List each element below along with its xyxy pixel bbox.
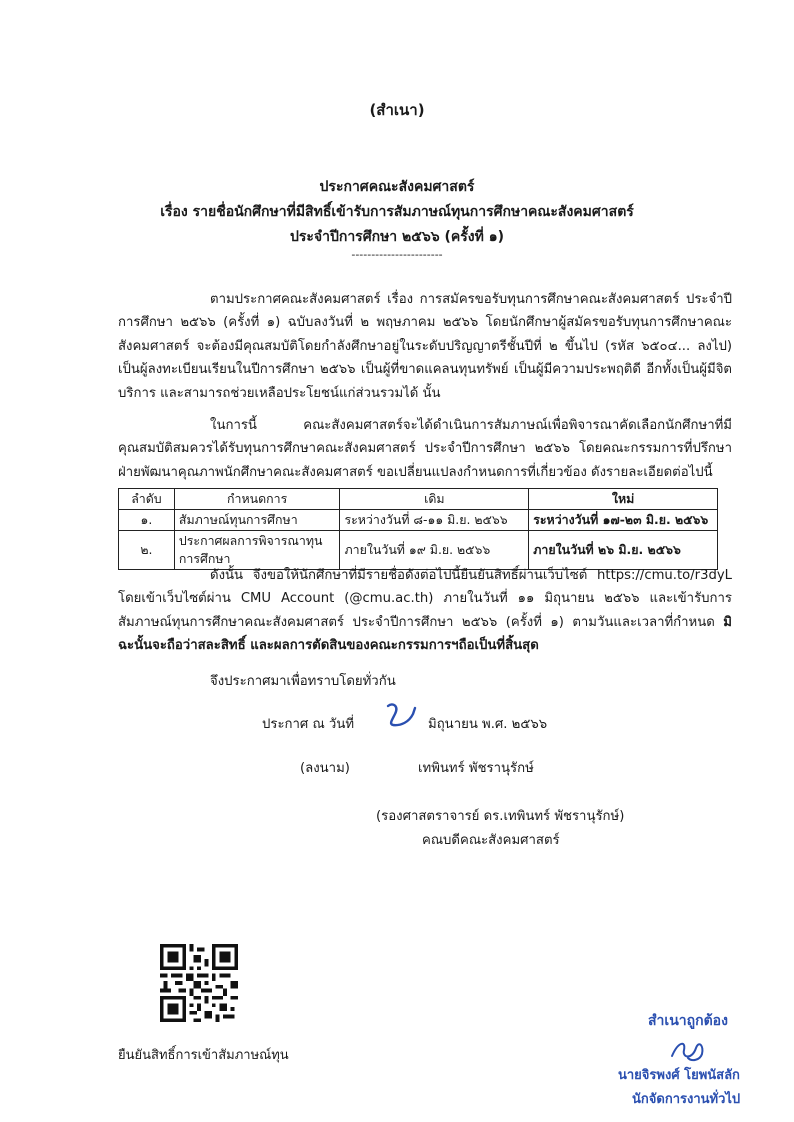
certifier-name: นายจิรพงศ์ โยพนัสลัก	[618, 1068, 740, 1083]
header-original: เดิม	[340, 489, 529, 510]
signatory-position: คณบดีคณะสังคมศาสตร์	[422, 833, 560, 848]
cell-activity: สัมภาษณ์ทุนการศึกษา	[174, 510, 340, 531]
cell-new: ระหว่างวันที่ ๑๗-๒๓ มิ.ย. ๒๕๖๖	[529, 510, 718, 531]
certified-copy-stamp: สำเนาถูกต้อง	[648, 1013, 728, 1029]
header-new: ใหม่	[529, 489, 718, 510]
certifier-signature	[668, 1036, 710, 1064]
cell-new: ภายในวันที่ ๒๖ มิ.ย. ๒๕๖๖	[529, 531, 718, 570]
table-header-row	[119, 489, 718, 510]
table-row	[119, 510, 718, 531]
signatory-full-name: (รองศาสตราจารย์ ดร.เทพินทร์ พัชรานุรักษ์)	[376, 809, 625, 824]
paragraph-1: ตามประกาศคณะสังคมศาสตร์ เรื่อง การสมัครขอรับทุนการศึกษาคณะสังคมศาสตร์ ประจำปีการศึกษา ๒๕๖๖ (ครั้งที่ ๑) ฉบับลงวันที่ ๒ พฤษภาคม ๒๕๖๖ โดยนักศึกษาผู้สมัครขอรับทุนการศึกษาคณะสังคมศาสตร์ จะต้องมีคุณสมบัติโดยกำลังศึกษาอยู่ในระดับปริญญาตรีชั้นปีที่ ๒ ขึ้นไป (รหัส ๖๕๐๔... ลงไป) เป็นผู้ลงทะเบียนเรียนในปีการศึกษา ๒๕๖๖ เป็นผู้ที่ขาดแคลนทุนทรัพย์ เป็นผู้มีความประพฤติดี อีกทั้งเป็นผู้มีจิตบริการ และสามารถช่วยเหลือประโยชน์แก่ส่วนรวมได้ นั้น	[118, 292, 732, 401]
handwritten-day	[383, 700, 419, 730]
sign-label: (ลงนาม)	[300, 761, 350, 776]
forfeit-notice: มิฉะนั้นจะถือว่าสละสิทธิ์ และผลการตัดสินของคณะกรรมการฯถือเป็นที่สิ้นสุด	[118, 614, 732, 654]
cell-order: ๑.	[119, 510, 175, 531]
dateline-prefix: ประกาศ ณ วันที่	[262, 717, 355, 732]
signed-name: เทพินทร์ พัชรานุรักษ์	[418, 761, 534, 776]
copy-mark: (สำเนา)	[369, 101, 425, 119]
cell-order: ๒.	[119, 531, 175, 570]
announcement-title: ประกาศคณะสังคมศาสตร์	[319, 179, 475, 195]
qr-caption: ยืนยันสิทธิ์การเข้าสัมภาษณ์ทุน	[118, 1048, 289, 1063]
dateline-month-year: มิถุนายน พ.ศ. ๒๕๖๖	[428, 717, 548, 732]
qr-code-icon[interactable]	[160, 944, 238, 1022]
paragraph-3: ดังนั้น จึงขอให้นักศึกษาที่มีรายชื่อดังต่อไปนี้ยืนยันสิทธิ์ผ่านเว็บไซต์ https://cmu.to/r3dyL โดยเข้าเว็บไซต์ผ่าน CMU Account (@cmu.ac.th) ภายในวันที่ ๑๑ มิถุนายน ๒๕๖๖ และเข้ารับการสัมภาษณ์ทุนการศึกษาคณะสังคมศาสตร์ ประจำปีการศึกษา ๒๕๖๖ (ครั้งที่ ๑) ตามวันและเวลาที่กำหนด มิฉะนั้นจะถือว่าสละสิทธิ์ และผลการตัดสินของคณะกรรมการฯถือเป็นที่สิ้นสุด	[118, 568, 732, 654]
cell-original: ระหว่างวันที่ ๘-๑๑ มิ.ย. ๒๕๖๖	[340, 510, 529, 531]
header-order: ลำดับ	[119, 489, 175, 510]
header-activity: กำหนดการ	[174, 489, 340, 510]
schedule-table	[118, 488, 718, 570]
cell-original: ภายในวันที่ ๑๙ มิ.ย. ๒๕๖๖	[340, 531, 529, 570]
announcement-year: ประจำปีการศึกษา ๒๕๖๖ (ครั้งที่ ๑)	[289, 229, 505, 245]
announcement-subject: เรื่อง รายชื่อนักศึกษาที่มีสิทธิ์เข้ารับการสัมภาษณ์ทุนการศึกษาคณะสังคมศาสตร์	[160, 204, 634, 220]
closing-line: จึงประกาศมาเพื่อทราบโดยทั่วกัน	[210, 674, 396, 689]
cell-activity: ประกาศผลการพิจารณาทุนการศึกษา	[174, 531, 340, 570]
paragraph-2: ในการนี้ คณะสังคมศาสตร์จะได้ดำเนินการสัมภาษณ์เพื่อพิจารณาคัดเลือกนักศึกษาที่มีคุณสมบัติสมควรได้รับทุนการศึกษาคณะสังคมศาสตร์ ประจำปีการศึกษา ๒๕๖๖ โดยคณะกรรมการที่ปรึกษาฝ่ายพัฒนาคุณภาพนักศึกษาคณะสังคมศาสตร์ ขอเปลี่ยนแปลงกำหนดการที่เกี่ยวข้อง ดังรายละเอียดต่อไปนี้	[118, 418, 732, 480]
certifier-position: นักจัดการงานทั่วไป	[632, 1092, 741, 1107]
heading-divider: -----------------------	[351, 248, 443, 261]
